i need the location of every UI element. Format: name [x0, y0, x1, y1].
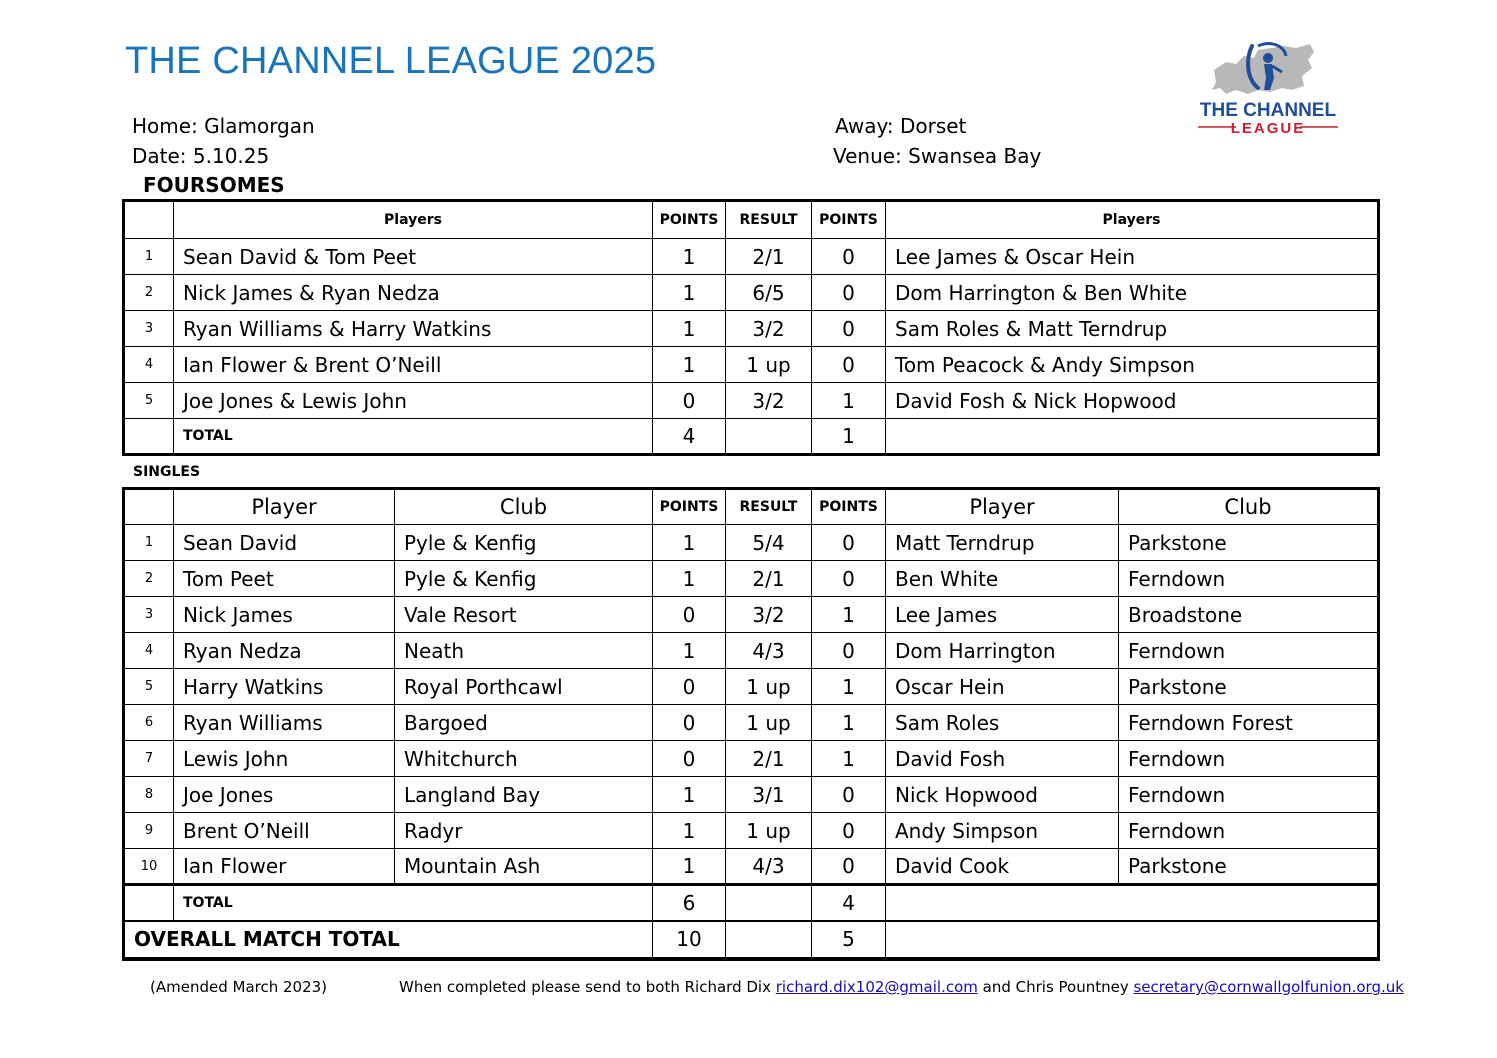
venue: Venue: Swansea Bay: [833, 144, 1042, 168]
foursomes-row: [125, 239, 1378, 275]
total-result-cell: [726, 419, 812, 454]
singles-row: [125, 741, 1378, 777]
home-club: Vale Resort: [395, 597, 653, 633]
match-number: 6: [125, 705, 174, 741]
page-title: THE CHANNEL LEAGUE 2025: [125, 40, 657, 82]
home-club: Neath: [395, 633, 653, 669]
home-club: Langland Bay: [395, 777, 653, 813]
home-player: Ryan Nedza: [174, 633, 395, 669]
foursomes-row: [125, 347, 1378, 383]
home-club: Mountain Ash: [395, 849, 653, 885]
home-total: 4: [653, 419, 726, 454]
away-points: 1: [812, 741, 886, 777]
match-result: 3/2: [726, 597, 812, 633]
match-result: 4/3: [726, 849, 812, 885]
singles-row: [125, 561, 1378, 597]
home-points-header: POINTS: [653, 490, 726, 525]
away-points: 0: [812, 633, 886, 669]
match-result: 3/2: [726, 383, 812, 419]
away-points: 0: [812, 347, 886, 383]
foursomes-header-row: [125, 202, 1378, 239]
home-player: Sean David: [174, 525, 395, 561]
away-points: 0: [812, 777, 886, 813]
away-total: 4: [812, 885, 886, 921]
away-player: Matt Terndrup: [886, 525, 1119, 561]
foursomes-row: [125, 311, 1378, 347]
away-player: Oscar Hein: [886, 669, 1119, 705]
home-club: Bargoed: [395, 705, 653, 741]
singles-row: [125, 669, 1378, 705]
number-header: [125, 202, 174, 239]
home-club: Pyle & Kenfig: [395, 525, 653, 561]
home-player: Joe Jones: [174, 777, 395, 813]
submission-instructions: [399, 978, 1404, 996]
away-club: Broadstone: [1119, 597, 1378, 633]
home-points: 1: [653, 849, 726, 885]
match-number: 8: [125, 777, 174, 813]
away-pairing: Lee James & Oscar Hein: [886, 239, 1378, 275]
home-club: Royal Porthcawl: [395, 669, 653, 705]
match-number: 9: [125, 813, 174, 849]
away-club-header: Club: [1119, 490, 1378, 525]
home-pairing: Ian Flower & Brent O’Neill: [174, 347, 653, 383]
match-number: 2: [125, 561, 174, 597]
home-pairing: Sean David & Tom Peet: [174, 239, 653, 275]
match-number: 2: [125, 275, 174, 311]
match-number: 1: [125, 525, 174, 561]
foursomes-row: [125, 383, 1378, 419]
home-player: Nick James: [174, 597, 395, 633]
away-club: Ferndown: [1119, 633, 1378, 669]
away-points: 1: [812, 669, 886, 705]
home-team: Home: Glamorgan: [132, 114, 315, 138]
match-number: 3: [125, 311, 174, 347]
away-team: Away: Dorset: [835, 114, 967, 138]
home-club: Pyle & Kenfig: [395, 561, 653, 597]
away-club: Ferndown: [1119, 741, 1378, 777]
singles-row: [125, 849, 1378, 885]
home-points: 1: [653, 633, 726, 669]
home-player: Tom Peet: [174, 561, 395, 597]
match-result: 6/5: [726, 275, 812, 311]
match-result: 1 up: [726, 669, 812, 705]
away-player: Lee James: [886, 597, 1119, 633]
singles-table: [124, 489, 1378, 959]
away-club: Ferndown Forest: [1119, 705, 1378, 741]
home-points: 0: [653, 669, 726, 705]
home-players-header: Players: [174, 202, 653, 239]
match-number: 10: [125, 849, 174, 885]
total-number-cell: [125, 419, 174, 454]
foursomes-total-row: [125, 419, 1378, 454]
away-club: Ferndown: [1119, 813, 1378, 849]
singles-label: SINGLES: [133, 464, 201, 480]
away-points-header: POINTS: [812, 202, 886, 239]
home-points: 1: [653, 813, 726, 849]
singles-total-row: [125, 885, 1378, 921]
home-points: 1: [653, 311, 726, 347]
result-header: RESULT: [726, 202, 812, 239]
singles-row: [125, 633, 1378, 669]
match-number: 7: [125, 741, 174, 777]
total-result-cell: [726, 885, 812, 921]
channel-league-logo: [1192, 38, 1344, 138]
home-pairing: Nick James & Ryan Nedza: [174, 275, 653, 311]
match-result: 3/1: [726, 777, 812, 813]
match-number: 5: [125, 669, 174, 705]
home-player: Lewis John: [174, 741, 395, 777]
home-player: Ian Flower: [174, 849, 395, 885]
home-points: 0: [653, 597, 726, 633]
home-club: Radyr: [395, 813, 653, 849]
away-player: Sam Roles: [886, 705, 1119, 741]
overall-away-total: 5: [812, 921, 886, 958]
home-total: 6: [653, 885, 726, 921]
foursomes-label: FOURSOMES: [143, 173, 285, 197]
logo-text-line2: LEAGUE: [1230, 120, 1306, 137]
home-club: Whitchurch: [395, 741, 653, 777]
result-header: RESULT: [726, 490, 812, 525]
away-points: 0: [812, 239, 886, 275]
home-points: 1: [653, 561, 726, 597]
home-points: 1: [653, 525, 726, 561]
home-points: 0: [653, 741, 726, 777]
overall-total-row: [125, 921, 1378, 958]
map-silhouette-icon: [1212, 44, 1314, 94]
home-pairing: Joe Jones & Lewis John: [174, 383, 653, 419]
away-points: 0: [812, 275, 886, 311]
singles-header-row: [125, 490, 1378, 525]
home-points: 0: [653, 383, 726, 419]
instructions-middle: and Chris Pountney: [977, 978, 1134, 996]
away-points: 1: [812, 383, 886, 419]
match-number: 3: [125, 597, 174, 633]
total-away-cell: [886, 885, 1378, 921]
match-result: 1 up: [726, 705, 812, 741]
singles-row: [125, 705, 1378, 741]
home-player-header: Player: [174, 490, 395, 525]
total-number-cell: [125, 885, 174, 921]
home-points: 1: [653, 777, 726, 813]
match-number: 1: [125, 239, 174, 275]
away-points: 0: [812, 813, 886, 849]
match-result: 3/2: [726, 311, 812, 347]
total-away-cell: [886, 419, 1378, 454]
match-number: 4: [125, 633, 174, 669]
singles-row: [125, 813, 1378, 849]
away-player: David Fosh: [886, 741, 1119, 777]
match-result: 2/1: [726, 561, 812, 597]
home-points: 1: [653, 275, 726, 311]
away-points: 0: [812, 561, 886, 597]
home-points-header: POINTS: [653, 202, 726, 239]
email-link-secretary[interactable]: secretary@cornwallgolfunion.org.uk: [1133, 978, 1404, 996]
foursomes-row: [125, 275, 1378, 311]
singles-row: [125, 777, 1378, 813]
away-pairing: Tom Peacock & Andy Simpson: [886, 347, 1378, 383]
away-points: 1: [812, 705, 886, 741]
away-player: Nick Hopwood: [886, 777, 1119, 813]
home-player: Ryan Williams: [174, 705, 395, 741]
number-header: [125, 490, 174, 525]
home-points: 0: [653, 705, 726, 741]
overall-home-total: 10: [653, 921, 726, 958]
away-pairing: Sam Roles & Matt Terndrup: [886, 311, 1378, 347]
away-points-header: POINTS: [812, 490, 886, 525]
away-club: Parkstone: [1119, 849, 1378, 885]
email-link-richard[interactable]: richard.dix102@gmail.com: [775, 978, 978, 996]
singles-row: [125, 525, 1378, 561]
overall-away-cell: [886, 921, 1378, 958]
home-player: Harry Watkins: [174, 669, 395, 705]
amended-note: (Amended March 2023): [150, 978, 328, 996]
match-result: 1 up: [726, 347, 812, 383]
instructions-prefix: When completed please send to both Richard Dix: [399, 978, 776, 996]
away-players-header: Players: [886, 202, 1378, 239]
away-player: David Cook: [886, 849, 1119, 885]
match-date: Date: 5.10.25: [132, 144, 270, 168]
away-pairing: Dom Harrington & Ben White: [886, 275, 1378, 311]
away-club: Parkstone: [1119, 525, 1378, 561]
away-player: Ben White: [886, 561, 1119, 597]
away-player: Andy Simpson: [886, 813, 1119, 849]
away-points: 1: [812, 597, 886, 633]
logo-text-line1: THE CHANNEL: [1199, 100, 1337, 121]
away-points: 0: [812, 311, 886, 347]
away-club: Ferndown: [1119, 777, 1378, 813]
away-club: Parkstone: [1119, 669, 1378, 705]
away-total: 1: [812, 419, 886, 454]
away-pairing: David Fosh & Nick Hopwood: [886, 383, 1378, 419]
home-player: Brent O’Neill: [174, 813, 395, 849]
match-result: 4/3: [726, 633, 812, 669]
home-points: 1: [653, 239, 726, 275]
away-player: Dom Harrington: [886, 633, 1119, 669]
away-points: 0: [812, 849, 886, 885]
total-label: TOTAL: [174, 419, 653, 454]
singles-row: [125, 597, 1378, 633]
away-club: Ferndown: [1119, 561, 1378, 597]
home-club-header: Club: [395, 490, 653, 525]
match-result: 1 up: [726, 813, 812, 849]
home-points: 1: [653, 347, 726, 383]
match-result: 5/4: [726, 525, 812, 561]
overall-result-cell: [726, 921, 812, 958]
overall-total-label: OVERALL MATCH TOTAL: [125, 921, 653, 958]
match-number: 5: [125, 383, 174, 419]
away-player-header: Player: [886, 490, 1119, 525]
match-result: 2/1: [726, 741, 812, 777]
match-number: 4: [125, 347, 174, 383]
match-result: 2/1: [726, 239, 812, 275]
foursomes-table: [124, 201, 1378, 454]
away-points: 0: [812, 525, 886, 561]
total-label: TOTAL: [174, 885, 653, 921]
home-pairing: Ryan Williams & Harry Watkins: [174, 311, 653, 347]
